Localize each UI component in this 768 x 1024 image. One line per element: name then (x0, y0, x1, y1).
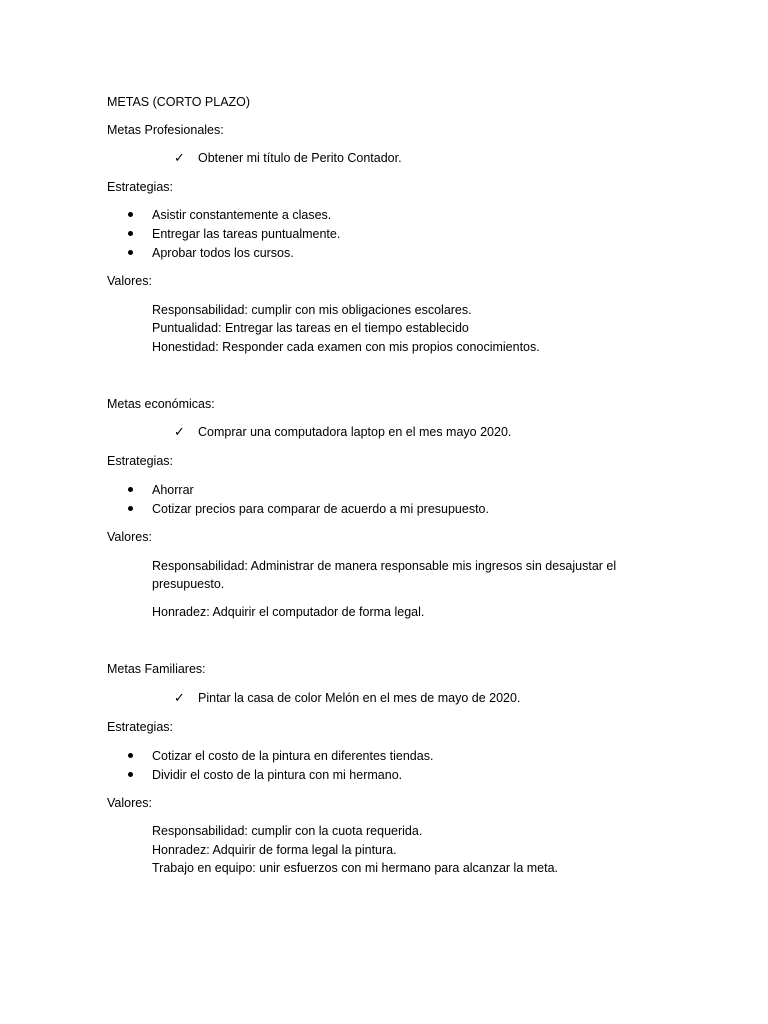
values-heading: Valores: (107, 796, 152, 810)
bullet-icon (128, 487, 133, 492)
strategies-heading: Estrategias: (107, 720, 174, 734)
goal-familiares: Pintar la casa de color Melón en el mes de mayo de 2020. (198, 691, 521, 705)
value-item: Honestidad: Responder cada examen con mis propios conocimientos. (152, 340, 540, 354)
bullet-icon (128, 506, 133, 511)
section-heading-profesionales: Metas Profesionales: (107, 123, 224, 137)
list-item: Asistir constantemente a clases. (152, 208, 332, 222)
values-heading: Valores: (107, 274, 152, 288)
value-item: Responsabilidad: Administrar de manera responsable mis ingresos sin desajustar el (152, 559, 617, 573)
bullet-icon (128, 772, 133, 777)
checkmark-icon: ✓ (174, 690, 185, 705)
value-item: Puntualidad: Entregar las tareas en el tiempo establecido (152, 321, 469, 335)
value-item: Responsabilidad: cumplir con la cuota requerida. (152, 824, 423, 838)
strategies-heading: Estrategias: (107, 180, 174, 194)
bullet-icon (128, 250, 133, 255)
strategies-heading: Estrategias: (107, 454, 174, 468)
value-item: Honradez: Adquirir de forma legal la pintura. (152, 843, 397, 857)
values-heading: Valores: (107, 530, 152, 544)
bullet-icon (128, 212, 133, 217)
bullet-icon (128, 753, 133, 758)
checkmark-icon: ✓ (174, 424, 185, 439)
list-item: Cotizar el costo de la pintura en diferentes tiendas. (152, 749, 434, 763)
list-item: Ahorrar (152, 483, 194, 497)
bullet-icon (128, 231, 133, 236)
checkmark-icon: ✓ (174, 150, 185, 165)
value-item: presupuesto. (152, 577, 225, 591)
section-heading-economicas: Metas económicas: (107, 397, 215, 411)
value-item: Responsabilidad: cumplir con mis obligaciones escolares. (152, 303, 472, 317)
list-item: Aprobar todos los cursos. (152, 246, 294, 260)
value-item: Trabajo en equipo: unir esfuerzos con mi hermano para alcanzar la meta. (152, 861, 559, 875)
list-item: Dividir el costo de la pintura con mi hermano. (152, 768, 403, 782)
list-item: Entregar las tareas puntualmente. (152, 227, 341, 241)
list-item: Cotizar precios para comparar de acuerdo a mi presupuesto. (152, 502, 489, 516)
value-item: Honradez: Adquirir el computador de forma legal. (152, 605, 425, 619)
goal-economicas: Comprar una computadora laptop en el mes mayo 2020. (198, 425, 512, 439)
section-heading-familiares: Metas Familiares: (107, 662, 206, 676)
document-title: METAS (CORTO PLAZO) (107, 95, 251, 109)
goal-profesionales: Obtener mi título de Perito Contador. (198, 151, 402, 165)
